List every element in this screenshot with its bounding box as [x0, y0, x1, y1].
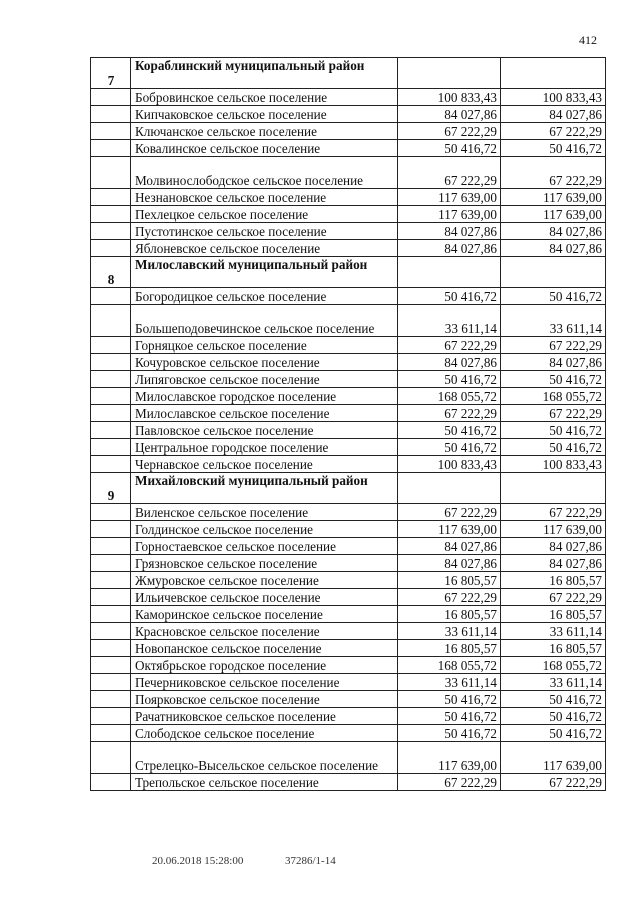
settlement-name: Стрелецко-Высельское сельское поселение	[131, 742, 398, 774]
settlement-name: Ильичевское сельское поселение	[131, 589, 398, 606]
table-row	[91, 742, 606, 774]
amount-column-2: 84 027,86	[501, 354, 606, 371]
amount-column-2: 16 805,57	[501, 640, 606, 657]
table-row	[91, 725, 606, 742]
settlement-name: Горностаевское сельское поселение	[131, 538, 398, 555]
row-number-cell	[91, 708, 131, 725]
row-number-cell	[91, 157, 131, 189]
amount-column-2: 50 416,72	[501, 708, 606, 725]
table-row	[91, 405, 606, 422]
table-row	[91, 589, 606, 606]
table-row	[91, 140, 606, 157]
district-value-1	[398, 257, 501, 288]
row-number-cell	[91, 589, 131, 606]
row-number-cell	[91, 354, 131, 371]
settlement-name: Центральное городское поселение	[131, 439, 398, 456]
table-row	[91, 354, 606, 371]
amount-column-2: 50 416,72	[501, 288, 606, 305]
amount-column-1: 50 416,72	[398, 439, 501, 456]
amount-column-2: 117 639,00	[501, 521, 606, 538]
settlement-name: Большеподовечинское сельское поселение	[131, 305, 398, 337]
amount-column-1: 16 805,57	[398, 572, 501, 589]
amount-column-2: 168 055,72	[501, 657, 606, 674]
table-row	[91, 439, 606, 456]
settlement-name: Милославское городское поселение	[131, 388, 398, 405]
amount-column-2: 117 639,00	[501, 206, 606, 223]
amount-column-1: 50 416,72	[398, 691, 501, 708]
table-row	[91, 708, 606, 725]
district-name: Милославский муниципальный район	[131, 257, 398, 288]
amount-column-1: 33 611,14	[398, 674, 501, 691]
amount-column-1: 33 611,14	[398, 623, 501, 640]
table-row	[91, 288, 606, 305]
amount-column-2: 168 055,72	[501, 388, 606, 405]
row-number-cell	[91, 405, 131, 422]
row-number-cell	[91, 742, 131, 774]
table-row	[91, 538, 606, 555]
settlement-name: Красновское сельское поселение	[131, 623, 398, 640]
table-row	[91, 123, 606, 140]
row-number-cell	[91, 240, 131, 257]
settlement-name: Чернавское сельское поселение	[131, 456, 398, 473]
page-number: 412	[579, 33, 597, 47]
settlement-name: Незнановское сельское поселение	[131, 189, 398, 206]
row-number-cell	[91, 674, 131, 691]
settlement-name: Кипчаковское сельское поселение	[131, 106, 398, 123]
amount-column-1: 117 639,00	[398, 206, 501, 223]
amount-column-1: 84 027,86	[398, 106, 501, 123]
settlement-name: Липяговское сельское поселение	[131, 371, 398, 388]
amount-column-1: 84 027,86	[398, 240, 501, 257]
settlement-name: Поярковское сельское поселение	[131, 691, 398, 708]
amount-column-2: 100 833,43	[501, 456, 606, 473]
amount-column-2: 67 222,29	[501, 123, 606, 140]
settlement-name: Трепольское сельское поселение	[131, 774, 398, 791]
amount-column-1: 50 416,72	[398, 422, 501, 439]
table-row	[91, 422, 606, 439]
amount-column-2: 33 611,14	[501, 623, 606, 640]
amount-column-2: 50 416,72	[501, 371, 606, 388]
settlement-name: Павловское сельское поселение	[131, 422, 398, 439]
amount-column-2: 67 222,29	[501, 774, 606, 791]
amount-column-2: 67 222,29	[501, 504, 606, 521]
amount-column-2: 16 805,57	[501, 606, 606, 623]
district-value-1	[398, 473, 501, 504]
table-row	[91, 337, 606, 354]
table-row	[91, 657, 606, 674]
amount-column-1: 67 222,29	[398, 157, 501, 189]
table-row	[91, 691, 606, 708]
amount-column-1: 67 222,29	[398, 123, 501, 140]
row-number-cell	[91, 106, 131, 123]
settlement-name: Рачатниковское сельское поселение	[131, 708, 398, 725]
amount-column-2: 50 416,72	[501, 422, 606, 439]
row-number-cell	[91, 657, 131, 674]
amount-column-2: 67 222,29	[501, 337, 606, 354]
amount-column-1: 50 416,72	[398, 371, 501, 388]
settlement-name: Грязновское сельское поселение	[131, 555, 398, 572]
row-number-cell	[91, 439, 131, 456]
table-row	[91, 371, 606, 388]
row-number-cell	[91, 456, 131, 473]
settlement-name: Ключанское сельское поселение	[131, 123, 398, 140]
budget-table-body	[91, 58, 606, 791]
table-row	[91, 623, 606, 640]
row-number-cell	[91, 555, 131, 572]
table-row	[91, 572, 606, 589]
settlement-name: Печерниковское сельское поселение	[131, 674, 398, 691]
row-number-cell	[91, 223, 131, 240]
amount-column-1: 67 222,29	[398, 589, 501, 606]
amount-column-2: 50 416,72	[501, 140, 606, 157]
settlement-name: Слободское сельское поселение	[131, 725, 398, 742]
settlement-name: Яблоневское сельское поселение	[131, 240, 398, 257]
row-number-cell	[91, 371, 131, 388]
amount-column-1: 67 222,29	[398, 774, 501, 791]
row-number-cell	[91, 422, 131, 439]
settlement-name: Молвинослободское сельское поселение	[131, 157, 398, 189]
settlement-name: Жмуровское сельское поселение	[131, 572, 398, 589]
district-row	[91, 58, 606, 89]
table-row	[91, 106, 606, 123]
amount-column-1: 84 027,86	[398, 555, 501, 572]
district-value-2	[501, 473, 606, 504]
table-row	[91, 456, 606, 473]
amount-column-2: 67 222,29	[501, 157, 606, 189]
amount-column-1: 16 805,57	[398, 606, 501, 623]
amount-column-2: 67 222,29	[501, 405, 606, 422]
amount-column-1: 84 027,86	[398, 354, 501, 371]
settlement-name: Милославское сельское поселение	[131, 405, 398, 422]
amount-column-2: 67 222,29	[501, 589, 606, 606]
table-row	[91, 606, 606, 623]
settlement-name: Горняцкое сельское поселение	[131, 337, 398, 354]
settlement-name: Новопанское сельское поселение	[131, 640, 398, 657]
amount-column-1: 117 639,00	[398, 742, 501, 774]
amount-column-1: 168 055,72	[398, 388, 501, 405]
row-number-cell	[91, 640, 131, 657]
amount-column-2: 84 027,86	[501, 223, 606, 240]
table-row	[91, 206, 606, 223]
amount-column-1: 50 416,72	[398, 708, 501, 725]
row-number-cell	[91, 504, 131, 521]
amount-column-2: 50 416,72	[501, 691, 606, 708]
amount-column-2: 84 027,86	[501, 555, 606, 572]
district-value-2	[501, 58, 606, 89]
amount-column-1: 100 833,43	[398, 456, 501, 473]
table-row	[91, 774, 606, 791]
table-row	[91, 189, 606, 206]
table-row	[91, 674, 606, 691]
settlement-name: Ковалинское сельское поселение	[131, 140, 398, 157]
row-number-cell	[91, 305, 131, 337]
settlement-name: Голдинское сельское поселение	[131, 521, 398, 538]
district-row	[91, 473, 606, 504]
row-number-cell	[91, 774, 131, 791]
budget-table	[90, 57, 606, 791]
row-number-cell	[91, 538, 131, 555]
district-row	[91, 257, 606, 288]
district-name: Михайловский муниципальный район	[131, 473, 398, 504]
amount-column-1: 50 416,72	[398, 140, 501, 157]
amount-column-2: 33 611,14	[501, 674, 606, 691]
amount-column-1: 84 027,86	[398, 538, 501, 555]
row-number-cell	[91, 623, 131, 640]
row-number-cell	[91, 521, 131, 538]
amount-column-2: 117 639,00	[501, 189, 606, 206]
row-number-cell	[91, 606, 131, 623]
district-number: 9	[91, 473, 131, 504]
amount-column-1: 33 611,14	[398, 305, 501, 337]
row-number-cell	[91, 189, 131, 206]
row-number-cell	[91, 388, 131, 405]
table-row	[91, 89, 606, 106]
district-name: Кораблинский муниципальный район	[131, 58, 398, 89]
amount-column-1: 50 416,72	[398, 288, 501, 305]
amount-column-2: 16 805,57	[501, 572, 606, 589]
amount-column-2: 33 611,14	[501, 305, 606, 337]
amount-column-1: 67 222,29	[398, 337, 501, 354]
settlement-name: Кочуровское сельское поселение	[131, 354, 398, 371]
district-value-1	[398, 58, 501, 89]
amount-column-2: 84 027,86	[501, 106, 606, 123]
row-number-cell	[91, 337, 131, 354]
table-row	[91, 555, 606, 572]
district-value-2	[501, 257, 606, 288]
amount-column-2: 50 416,72	[501, 439, 606, 456]
settlement-name: Виленское сельское поселение	[131, 504, 398, 521]
amount-column-2: 84 027,86	[501, 538, 606, 555]
amount-column-1: 100 833,43	[398, 89, 501, 106]
footer-datetime: 20.06.2018 15:28:00	[152, 855, 244, 867]
amount-column-1: 117 639,00	[398, 521, 501, 538]
table-row	[91, 640, 606, 657]
amount-column-1: 16 805,57	[398, 640, 501, 657]
row-number-cell	[91, 725, 131, 742]
amount-column-1: 50 416,72	[398, 725, 501, 742]
district-number: 8	[91, 257, 131, 288]
amount-column-2: 100 833,43	[501, 89, 606, 106]
settlement-name: Пустотинское сельское поселение	[131, 223, 398, 240]
amount-column-2: 117 639,00	[501, 742, 606, 774]
amount-column-1: 67 222,29	[398, 504, 501, 521]
row-number-cell	[91, 89, 131, 106]
row-number-cell	[91, 206, 131, 223]
row-number-cell	[91, 140, 131, 157]
footer-doc-number: 37286/1-14	[285, 855, 336, 867]
settlement-name: Богородицкое сельское поселение	[131, 288, 398, 305]
amount-column-1: 117 639,00	[398, 189, 501, 206]
amount-column-1: 168 055,72	[398, 657, 501, 674]
table-row	[91, 388, 606, 405]
amount-column-1: 84 027,86	[398, 223, 501, 240]
table-row	[91, 504, 606, 521]
row-number-cell	[91, 691, 131, 708]
table-row	[91, 521, 606, 538]
settlement-name: Пехлецкое сельское поселение	[131, 206, 398, 223]
district-number: 7	[91, 58, 131, 89]
settlement-name: Октябрьское городское поселение	[131, 657, 398, 674]
row-number-cell	[91, 288, 131, 305]
settlement-name: Каморинское сельское поселение	[131, 606, 398, 623]
settlement-name: Бобровинское сельское поселение	[131, 89, 398, 106]
table-row	[91, 240, 606, 257]
table-row	[91, 305, 606, 337]
row-number-cell	[91, 572, 131, 589]
amount-column-1: 67 222,29	[398, 405, 501, 422]
row-number-cell	[91, 123, 131, 140]
table-row	[91, 223, 606, 240]
amount-column-2: 84 027,86	[501, 240, 606, 257]
table-row	[91, 157, 606, 189]
amount-column-2: 50 416,72	[501, 725, 606, 742]
